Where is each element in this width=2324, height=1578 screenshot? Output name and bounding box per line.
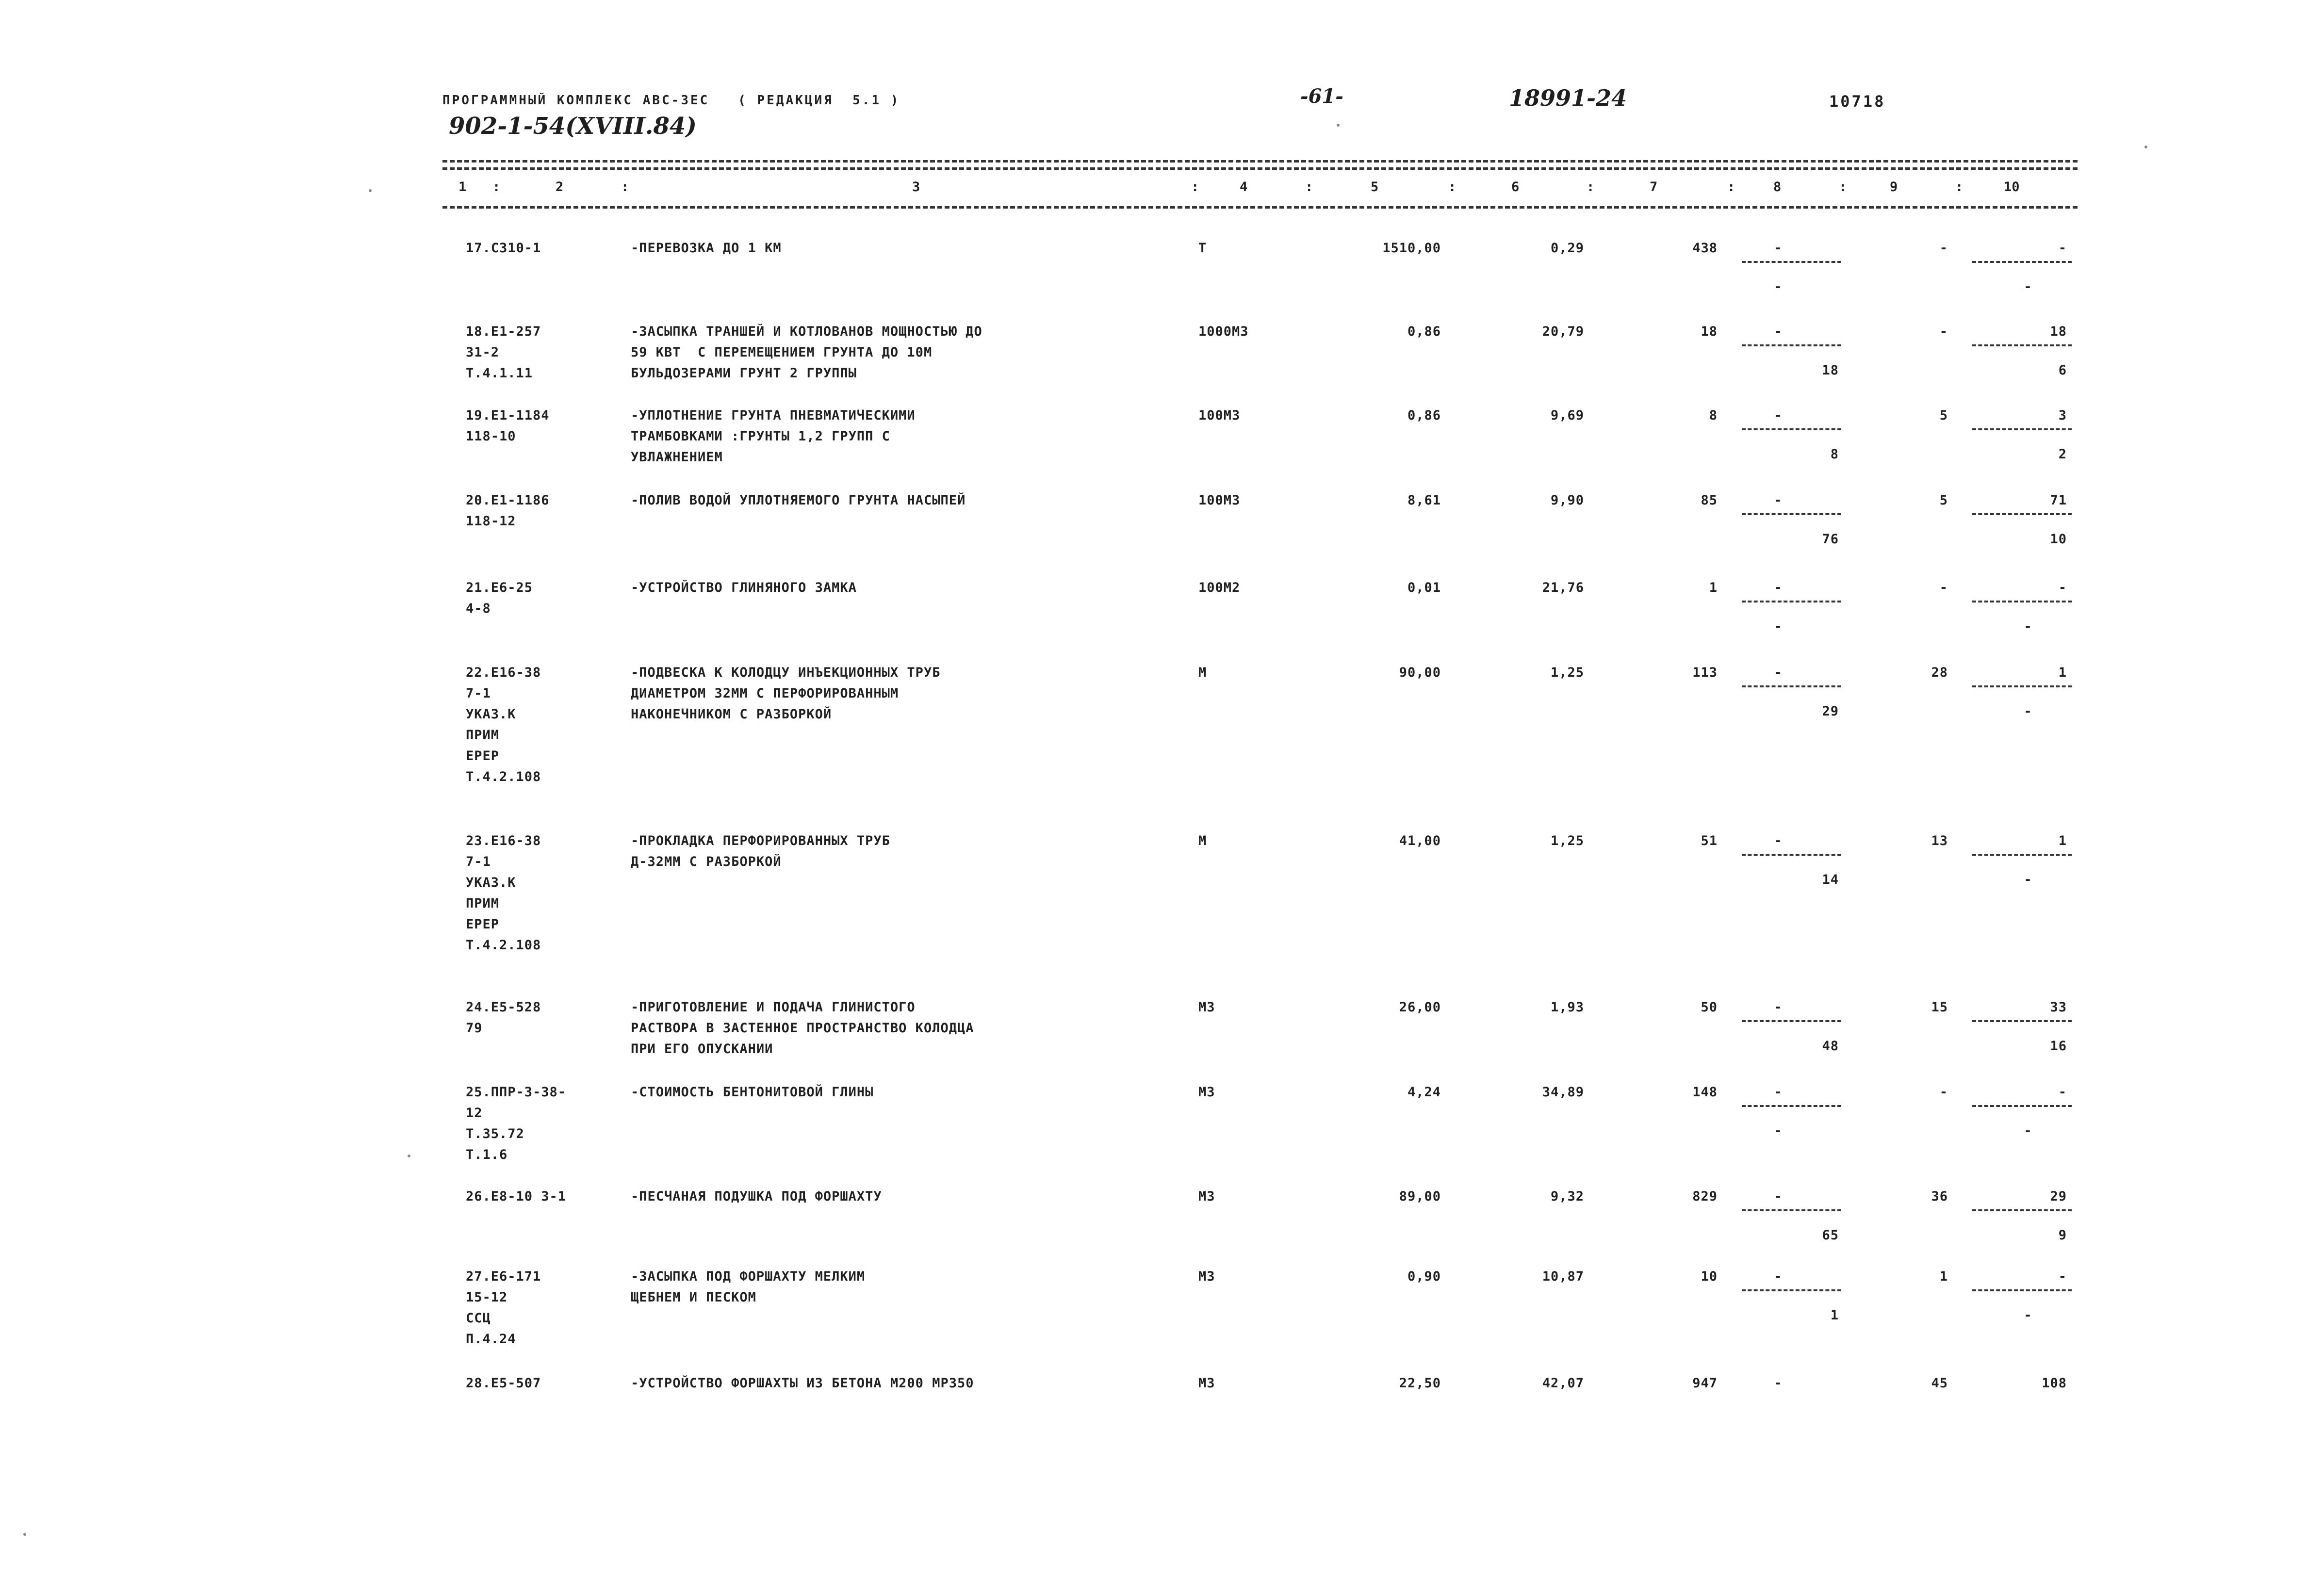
row-unit-price: 1,25 — [1550, 833, 1584, 848]
col-header-4: 4 — [1240, 179, 1248, 195]
fraction-rule — [1972, 261, 2072, 263]
col-sep: : — [1448, 179, 1457, 195]
row-col10-bottom: - — [2024, 1123, 2032, 1139]
row-col9: 15 — [1931, 1000, 1948, 1015]
fraction-rule — [1742, 261, 1841, 263]
row-col10-bottom: 16 — [2050, 1039, 2067, 1054]
col-sep: : — [1191, 179, 1199, 195]
row-unit-price: 20,79 — [1542, 324, 1584, 339]
row-unit-price: 9,32 — [1550, 1189, 1584, 1204]
fraction-rule — [1742, 1209, 1841, 1211]
row-code-line: 22.Е16-38 — [466, 665, 541, 680]
row-col8-bottom: 65 — [1822, 1228, 1839, 1243]
row-unit-price: 9,90 — [1550, 493, 1584, 508]
row-total: 85 — [1701, 493, 1718, 508]
row-col8-bottom: - — [1774, 279, 1783, 294]
row-code-line: Т.4.2.108 — [466, 938, 541, 953]
row-code-line: 4-8 — [466, 601, 491, 616]
scan-speck — [408, 1155, 410, 1157]
row-description-line: -ЗАСЫПКА ТРАНШЕЙ И КОТЛОВАНОВ МОЩНОСТЬЮ ДО — [631, 324, 982, 339]
row-total: 829 — [1692, 1189, 1718, 1204]
col-header-2: 2 — [556, 179, 564, 195]
row-description-line: -ПРОКЛАДКА ПЕРФОРИРОВАННЫХ ТРУБ — [631, 833, 890, 848]
col-sep: : — [1839, 179, 1847, 195]
row-total: 18 — [1701, 324, 1718, 339]
row-col10-top: 29 — [2050, 1189, 2067, 1204]
row-col10-bottom: 9 — [2058, 1228, 2067, 1243]
row-code-line: Т.1.6 — [466, 1147, 508, 1162]
row-unit: М3 — [1198, 1000, 1215, 1015]
row-code-line: 118-12 — [466, 514, 516, 529]
row-col10-top: 108 — [2042, 1376, 2067, 1391]
col-header-3: 3 — [912, 179, 920, 195]
row-unit-price: 42,07 — [1542, 1376, 1584, 1391]
row-total: 50 — [1701, 1000, 1718, 1015]
row-description-line: 59 КВТ С ПЕРЕМЕЩЕНИЕМ ГРУНТА ДО 10М — [631, 345, 933, 360]
row-unit: М3 — [1198, 1085, 1215, 1100]
row-col9: 5 — [1939, 408, 1948, 423]
row-col8-bottom: - — [1774, 619, 1783, 634]
row-col10-top: 33 — [2050, 1000, 2067, 1015]
fraction-rule — [1742, 685, 1841, 687]
row-unit-price: 10,87 — [1542, 1269, 1584, 1284]
row-col8-top: - — [1774, 580, 1783, 595]
row-col8-top: - — [1774, 241, 1783, 256]
row-col8-bottom: 29 — [1822, 704, 1839, 719]
fraction-rule — [1972, 428, 2072, 430]
fraction-rule — [1972, 344, 2072, 346]
row-unit: 100М2 — [1198, 580, 1241, 595]
fraction-rule — [1742, 854, 1841, 856]
header-rule-bottom — [442, 206, 2078, 209]
row-code-line: ЕРЕР — [466, 748, 500, 764]
col-header-10: 10 — [2004, 179, 2020, 195]
row-unit: М3 — [1198, 1269, 1215, 1284]
row-unit: М3 — [1198, 1189, 1215, 1204]
col-sep: : — [1955, 179, 1964, 195]
col-header-7: 7 — [1650, 179, 1658, 195]
row-code-line: ЕРЕР — [466, 917, 500, 932]
row-unit-price: 21,76 — [1542, 580, 1584, 595]
row-col8-top: - — [1774, 1000, 1783, 1015]
project-code: 902-1-54(XVIII.84) — [449, 113, 697, 140]
row-unit: М — [1198, 665, 1207, 680]
fraction-rule — [1972, 1289, 2072, 1291]
row-description-line: -УСТРОЙСТВО ФОРШАХТЫ ИЗ БЕТОНА М200 МР350 — [631, 1376, 974, 1391]
row-quantity: 0,86 — [1407, 408, 1441, 423]
row-unit: 100М3 — [1198, 493, 1241, 508]
row-total: 8 — [1709, 408, 1718, 423]
row-unit-price: 34,89 — [1542, 1085, 1584, 1100]
row-quantity: 8,61 — [1407, 493, 1441, 508]
row-total: 947 — [1692, 1376, 1718, 1391]
row-col9: - — [1939, 1085, 1948, 1100]
row-unit: М3 — [1198, 1376, 1215, 1391]
row-code-line: 17.С310-1 — [466, 241, 541, 256]
row-unit: 1000М3 — [1198, 324, 1249, 339]
row-description-line: -ПОДВЕСКА К КОЛОДЦУ ИНЪЕКЦИОННЫХ ТРУБ — [631, 665, 941, 680]
col-header-1: 1 — [458, 179, 467, 195]
row-code-line: 7-1 — [466, 686, 491, 701]
row-col8-top: - — [1774, 665, 1783, 680]
row-col10-bottom: - — [2024, 619, 2032, 634]
fraction-rule — [1742, 1105, 1841, 1107]
row-col10-top: - — [2058, 1269, 2067, 1284]
row-col8-top: - — [1774, 1189, 1783, 1204]
row-description-line: ПРИ ЕГО ОПУСКАНИИ — [631, 1041, 773, 1057]
fraction-rule — [1742, 428, 1841, 430]
row-unit-price: 1,25 — [1550, 665, 1584, 680]
row-code-line: УКАЗ.К — [466, 707, 516, 722]
col-header-6: 6 — [1511, 179, 1520, 195]
row-code-line: 28.Е5-507 — [466, 1376, 541, 1391]
row-col10-bottom: 10 — [2050, 532, 2067, 547]
col-header-8: 8 — [1773, 179, 1782, 195]
row-code-line: П.4.24 — [466, 1332, 516, 1347]
row-unit: 100М3 — [1198, 408, 1241, 423]
row-col9: 1 — [1939, 1269, 1948, 1284]
row-code-line: 26.Е8-10 3-1 — [466, 1189, 567, 1204]
col-sep: : — [1727, 179, 1735, 195]
sheet-number: 10718 — [1829, 92, 1886, 111]
row-total: 438 — [1692, 241, 1718, 256]
row-col9: 13 — [1931, 833, 1948, 848]
row-unit-price: 9,69 — [1550, 408, 1584, 423]
row-col8-top: - — [1774, 408, 1783, 423]
row-col10-bottom: - — [2024, 704, 2032, 719]
row-code-line: 118-10 — [466, 429, 516, 444]
row-quantity: 4,24 — [1407, 1085, 1441, 1100]
scan-speck — [369, 189, 372, 192]
row-description-line: ЩЕБНЕМ И ПЕСКОМ — [631, 1290, 756, 1305]
fraction-rule — [1972, 685, 2072, 687]
row-col10-bottom: 2 — [2058, 447, 2067, 462]
row-quantity: 89,00 — [1399, 1189, 1441, 1204]
row-description-line: -ПЕСЧАНАЯ ПОДУШКА ПОД ФОРШАХТУ — [631, 1189, 882, 1204]
row-total: 10 — [1701, 1269, 1718, 1284]
row-code-line: 18.Е1-257 — [466, 324, 541, 339]
row-code-line: 12 — [466, 1106, 483, 1121]
row-col9: - — [1939, 241, 1948, 256]
fraction-rule — [1742, 1020, 1841, 1022]
col-header-9: 9 — [1890, 179, 1898, 195]
scan-speck — [2144, 146, 2147, 148]
row-col9: 5 — [1939, 493, 1948, 508]
row-description-line: НАКОНЕЧНИКОМ С РАЗБОРКОЙ — [631, 707, 832, 722]
row-unit: М — [1198, 833, 1207, 848]
row-col8-bottom: - — [1774, 1123, 1783, 1139]
row-code-line: 20.Е1-1186 — [466, 493, 550, 508]
row-unit: Т — [1198, 241, 1207, 256]
fraction-rule — [1972, 1209, 2072, 1211]
row-col8-top: - — [1774, 1269, 1783, 1284]
row-col8-top: - — [1774, 1376, 1783, 1391]
row-col10-top: 1 — [2058, 665, 2067, 680]
header-rule-mid — [442, 167, 2078, 170]
row-col8-bottom: 18 — [1822, 363, 1839, 378]
fraction-rule — [1742, 601, 1841, 602]
row-code-line: 7-1 — [466, 854, 491, 869]
row-total: 148 — [1692, 1085, 1718, 1100]
row-col10-bottom: - — [2024, 279, 2032, 294]
row-col8-top: - — [1774, 324, 1783, 339]
row-description-line: Д-32ММ С РАЗБОРКОЙ — [631, 854, 782, 869]
row-quantity: 0,86 — [1407, 324, 1441, 339]
row-code-line: УКАЗ.К — [466, 875, 516, 890]
row-code-line: 15-12 — [466, 1290, 508, 1305]
row-code-line: ПРИМ — [466, 896, 500, 911]
fraction-rule — [1972, 1020, 2072, 1022]
row-code-line: Т.35.72 — [466, 1126, 524, 1141]
header-rule-top — [442, 160, 2078, 163]
row-code-line: 24.Е5-528 — [466, 1000, 541, 1015]
row-code-line: Т.4.1.11 — [466, 366, 533, 381]
row-description-line: БУЛЬДОЗЕРАМИ ГРУНТ 2 ГРУППЫ — [631, 366, 857, 381]
fraction-rule — [1972, 601, 2072, 602]
row-quantity: 22,50 — [1399, 1376, 1441, 1391]
col-header-5: 5 — [1371, 179, 1379, 195]
fraction-rule — [1742, 513, 1841, 515]
row-col9: 45 — [1931, 1376, 1948, 1391]
row-code-line: 79 — [466, 1021, 483, 1036]
row-col10-top: 3 — [2058, 408, 2067, 423]
col-sep: : — [1587, 179, 1595, 195]
row-col8-bottom: 1 — [1830, 1308, 1839, 1323]
row-quantity: 26,00 — [1399, 1000, 1441, 1015]
scan-speck — [23, 1533, 26, 1536]
row-quantity: 0,01 — [1407, 580, 1441, 595]
row-code-line: 19.Е1-1184 — [466, 408, 550, 423]
row-description-line: -СТОИМОСТЬ БЕНТОНИТОВОЙ ГЛИНЫ — [631, 1085, 874, 1100]
doc-number: 18991-24 — [1509, 85, 1627, 111]
row-col10-bottom: - — [2024, 872, 2032, 887]
row-description-line: -УСТРОЙСТВО ГЛИНЯНОГО ЗАМКА — [631, 580, 857, 595]
row-col8-top: - — [1774, 1085, 1783, 1100]
row-quantity: 90,00 — [1399, 665, 1441, 680]
row-quantity: 41,00 — [1399, 833, 1441, 848]
row-col10-bottom: 6 — [2058, 363, 2067, 378]
scan-speck — [1337, 124, 1340, 127]
fraction-rule — [1742, 344, 1841, 346]
row-col8-top: - — [1774, 833, 1783, 848]
row-col9: 28 — [1931, 665, 1948, 680]
fraction-rule — [1972, 1105, 2072, 1107]
row-unit-price: 1,93 — [1550, 1000, 1584, 1015]
fraction-rule — [1742, 1289, 1841, 1291]
row-code-line: 23.Е16-38 — [466, 833, 541, 848]
row-col10-top: 1 — [2058, 833, 2067, 848]
col-sep: : — [1305, 179, 1313, 195]
row-code-line: ПРИМ — [466, 728, 500, 743]
row-code-line: Т.4.2.108 — [466, 769, 541, 784]
row-col8-bottom: 8 — [1830, 447, 1839, 462]
row-description-line: -ПЕРЕВОЗКА ДО 1 КМ — [631, 241, 782, 256]
row-col8-bottom: 76 — [1822, 532, 1839, 547]
fraction-rule — [1972, 513, 2072, 515]
row-unit-price: 0,29 — [1550, 241, 1584, 256]
row-col9: - — [1939, 580, 1948, 595]
row-col9: - — [1939, 324, 1948, 339]
row-code-line: 27.Е6-171 — [466, 1269, 541, 1284]
row-description-line: -ЗАСЫПКА ПОД ФОРШАХТУ МЕЛКИМ — [631, 1269, 866, 1284]
row-total: 51 — [1701, 833, 1718, 848]
row-col10-top: - — [2058, 241, 2067, 256]
row-total: 113 — [1692, 665, 1718, 680]
row-col10-top: - — [2058, 1085, 2067, 1100]
col-sep: : — [492, 179, 501, 195]
row-col8-bottom: 48 — [1822, 1039, 1839, 1054]
row-code-line: 21.Е6-25 — [466, 580, 533, 595]
row-col10-top: 18 — [2050, 324, 2067, 339]
row-description-line: РАСТВОРА В ЗАСТЕННОЕ ПРОСТРАНСТВО КОЛОДЦА — [631, 1021, 974, 1036]
row-col9: 36 — [1931, 1189, 1948, 1204]
row-code-line: 31-2 — [466, 345, 500, 360]
row-col10-top: 71 — [2050, 493, 2067, 508]
row-description-line: УВЛАЖНЕНИЕМ — [631, 450, 723, 465]
row-col8-top: - — [1774, 493, 1783, 508]
fraction-rule — [1972, 854, 2072, 856]
program-header: ПРОГРАММНЫЙ КОМПЛЕКС АВС-ЗЕС ( РЕДАКЦИЯ 5.1 ) — [442, 93, 900, 108]
row-code-line: ССЦ — [466, 1311, 491, 1326]
row-description-line: -ПОЛИВ ВОДОЙ УПЛОТНЯЕМОГО ГРУНТА НАСЫПЕЙ — [631, 493, 966, 508]
row-quantity: 1510,00 — [1382, 241, 1441, 256]
row-total: 1 — [1709, 580, 1718, 595]
row-quantity: 0,90 — [1407, 1269, 1441, 1284]
row-col8-bottom: 14 — [1822, 872, 1839, 887]
row-col10-bottom: - — [2024, 1308, 2032, 1323]
col-sep: : — [621, 179, 629, 195]
row-description-line: -ПРИГОТОВЛЕНИЕ И ПОДАЧА ГЛИНИСТОГО — [631, 1000, 916, 1015]
row-description-line: -УПЛОТНЕНИЕ ГРУНТА ПНЕВМАТИЧЕСКИМИ — [631, 408, 916, 423]
row-code-line: 25.ППР-3-38- — [466, 1085, 567, 1100]
row-description-line: ДИАМЕТРОМ 32ММ С ПЕРФОРИРОВАННЫМ — [631, 686, 899, 701]
row-col10-top: - — [2058, 580, 2067, 595]
row-description-line: ТРАМБОВКАМИ :ГРУНТЫ 1,2 ГРУПП С — [631, 429, 890, 444]
page-mark: -61- — [1300, 85, 1343, 108]
